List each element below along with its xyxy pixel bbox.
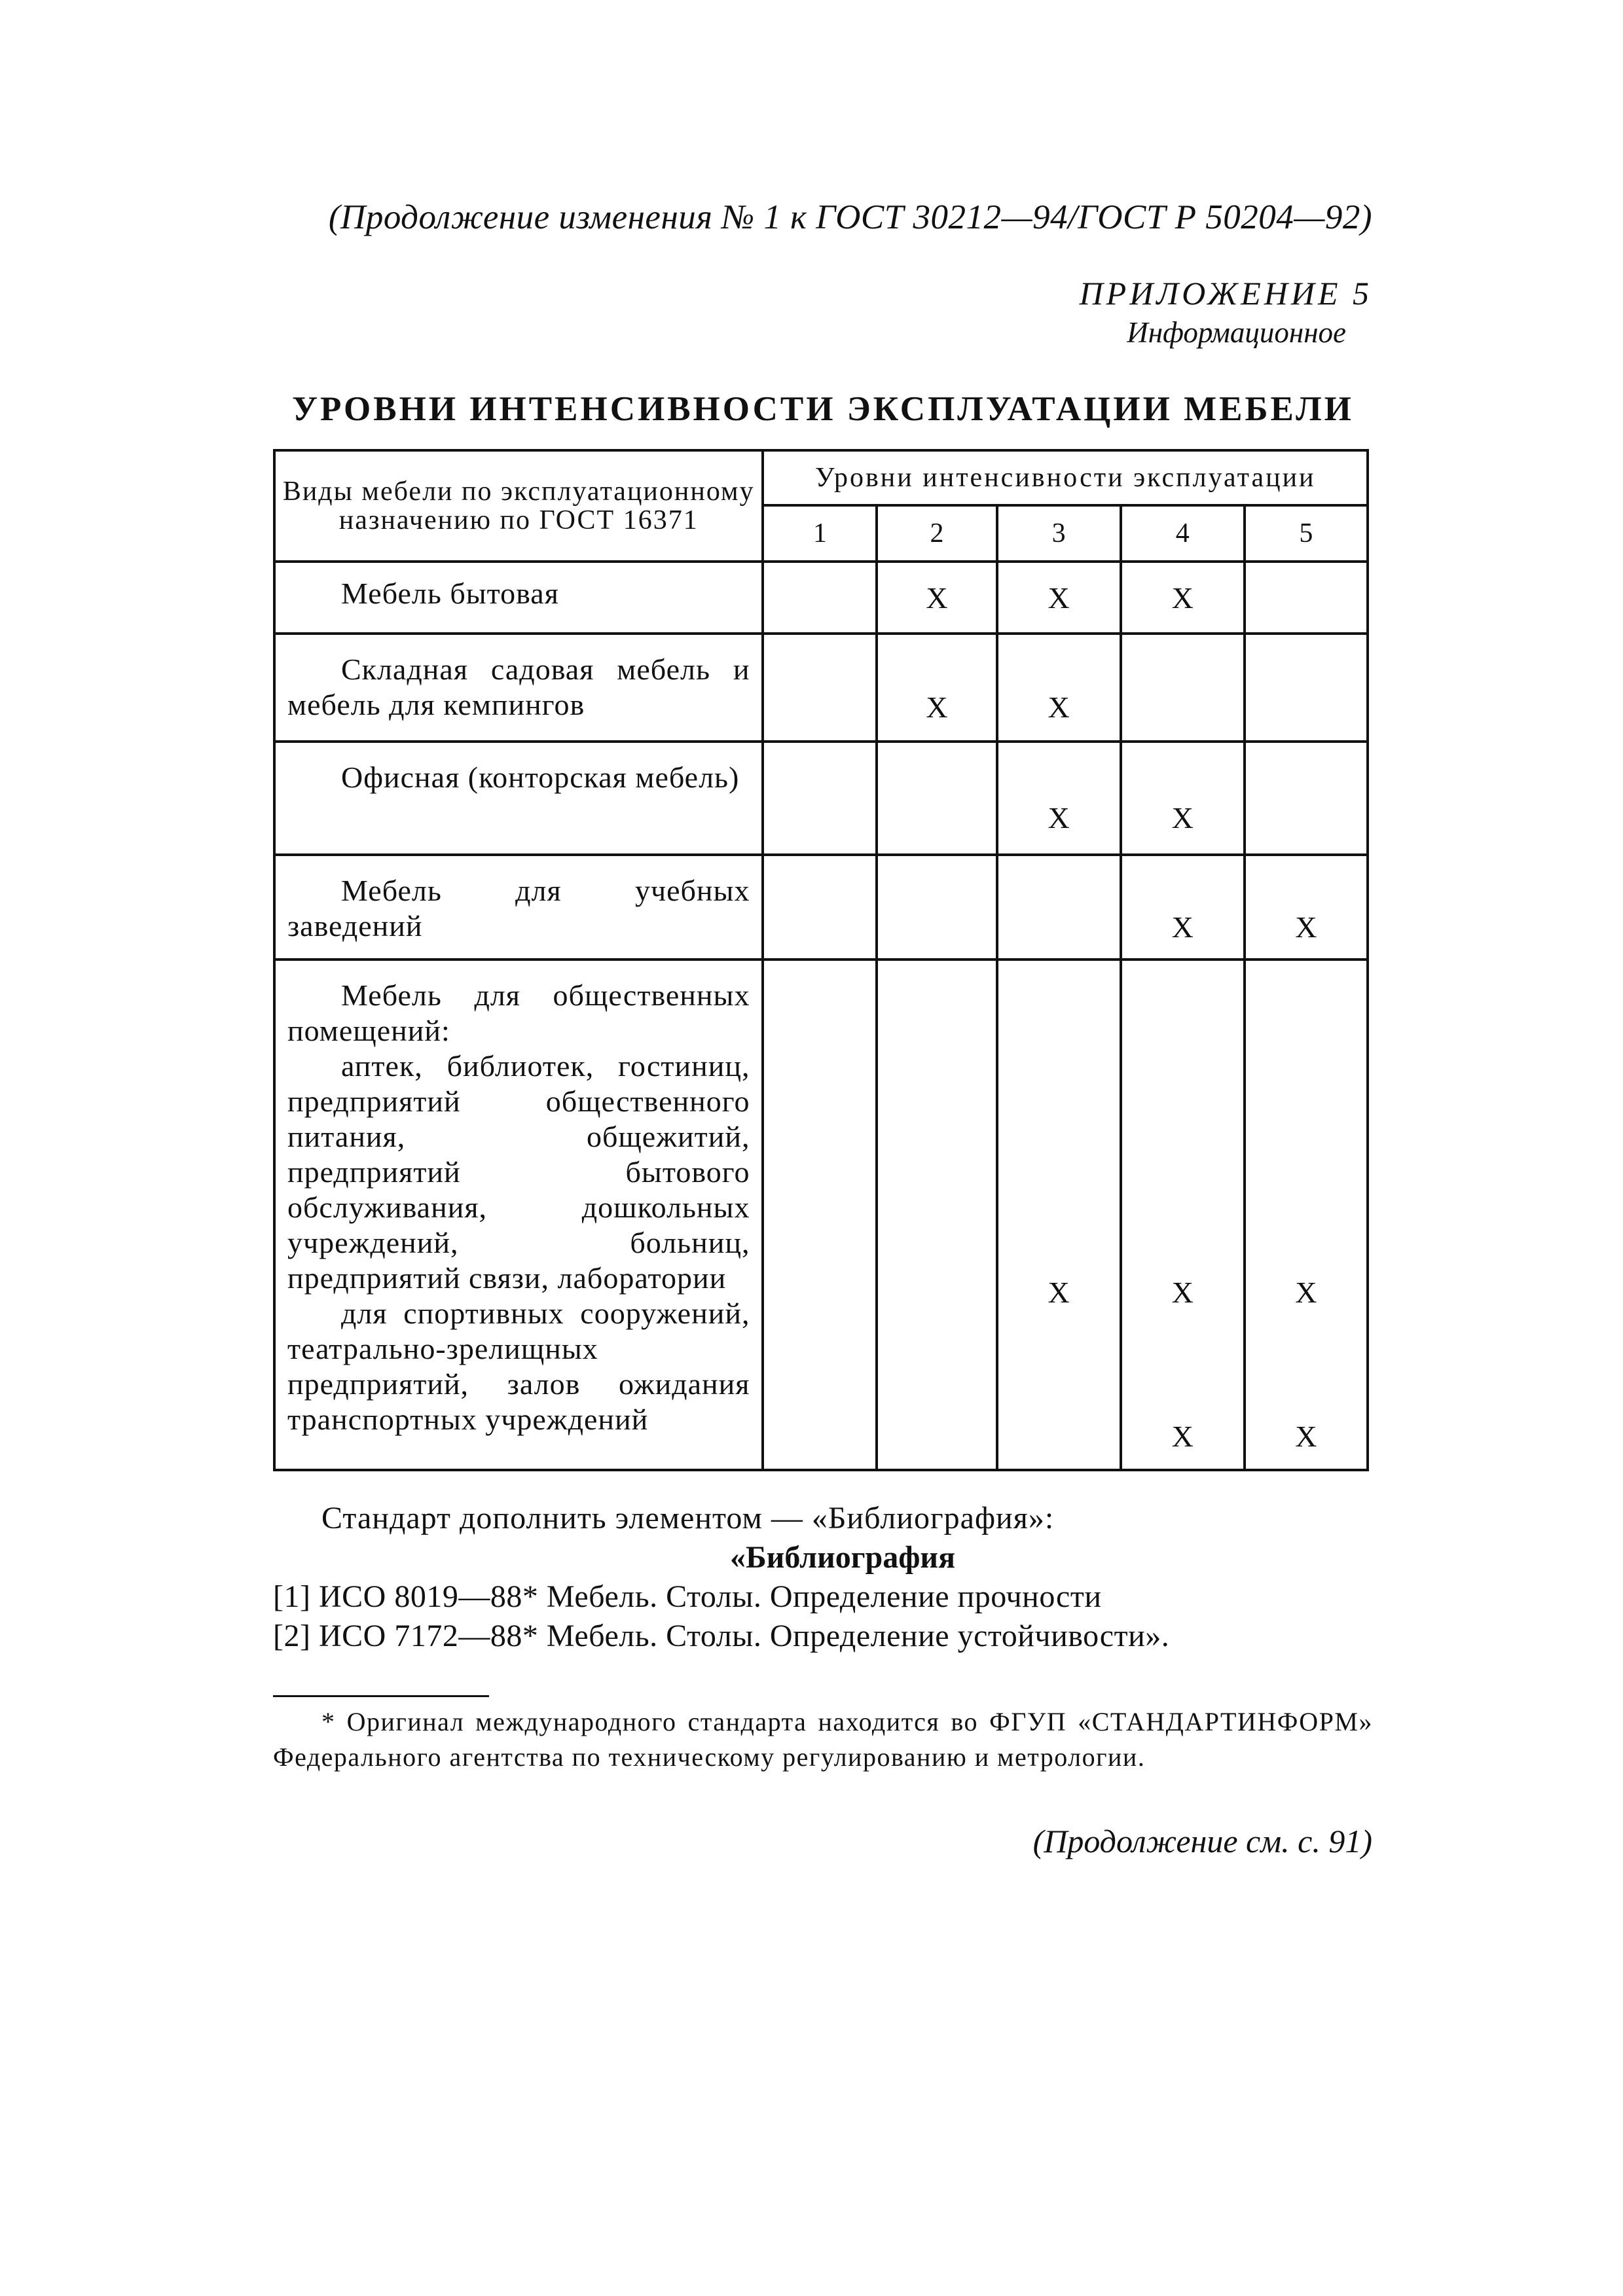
- row-kind: Мебель бытовая: [274, 562, 763, 634]
- table-row: [274, 562, 1368, 634]
- levels-table: [273, 449, 1369, 1471]
- row-mark: [877, 960, 996, 1470]
- column-header-kinds: Виды мебели по эксплуатационному назначению по ГОСТ 16371: [274, 450, 763, 562]
- column-header-levels: Уровни интенсивности эксплуатации: [763, 450, 1368, 505]
- row-mark: [1245, 634, 1368, 742]
- row-mark: X: [1121, 562, 1245, 634]
- table-row: [274, 855, 1368, 960]
- row-mark: [877, 742, 996, 855]
- bibliography-ref-2: [2] ИСО 7172—88* Мебель. Столы. Определение устойчивости».: [273, 1619, 1170, 1653]
- addition-line: Стандарт дополнить элементом — «Библиография»:: [321, 1501, 1055, 1535]
- continuation-footer: (Продолжение см. с. 91): [1032, 1823, 1372, 1859]
- row-mark: [1121, 634, 1245, 742]
- table-row-public: [274, 960, 1368, 1470]
- row-mark: X: [997, 960, 1121, 1470]
- row-mark: X X: [1121, 960, 1245, 1470]
- level-number-3: 3: [997, 505, 1121, 562]
- level-number-2: 2: [877, 505, 996, 562]
- row-mark: X X: [1245, 960, 1368, 1470]
- appendix-title: ПРИЛОЖЕНИЕ 5: [1079, 275, 1372, 312]
- row-mark: X: [1245, 855, 1368, 960]
- public-intro: Мебель для общественных помещений:: [287, 978, 750, 1047]
- row-kind: Складная садовая мебель и мебель для кемпингов: [274, 634, 763, 742]
- row-mark: [763, 855, 877, 960]
- row-mark: [763, 960, 877, 1470]
- row-mark: X: [997, 742, 1121, 855]
- footnote-rule: [273, 1695, 489, 1697]
- row-mark: [763, 562, 877, 634]
- row-kind-public: [274, 960, 763, 1470]
- row-mark: X: [1121, 742, 1245, 855]
- row-mark: [763, 634, 877, 742]
- row-mark: X: [877, 562, 996, 634]
- footnote: [273, 1704, 1373, 1775]
- row-mark: [877, 855, 996, 960]
- row-mark: [763, 742, 877, 855]
- level-number-4: 4: [1121, 505, 1245, 562]
- row-mark: [997, 855, 1121, 960]
- bibliography-ref-1: [1] ИСО 8019—88* Мебель. Столы. Определение прочности: [273, 1579, 1102, 1614]
- table-row: [274, 634, 1368, 742]
- level-number-5: 5: [1245, 505, 1368, 562]
- public-sub1: аптек, библиотек, гостиниц, предприятий общественного питания, общежитий, предприятий бытового обслуживания, дошкольных учреждений, больниц, предприятий связи, лаборатории: [287, 1049, 750, 1295]
- table-row: [274, 742, 1368, 855]
- row-mark: X: [997, 634, 1121, 742]
- row-mark: X: [1121, 855, 1245, 960]
- row-mark: [1245, 742, 1368, 855]
- public-sub2: для спортивных сооружений, театрально-зрелищных предприятий, залов ожидания транспортных учреждений: [287, 1297, 750, 1436]
- addition-block: [273, 1499, 1373, 1656]
- appendix-subtitle: Информационное: [1127, 316, 1346, 349]
- appendix-block: [1080, 274, 1372, 352]
- row-mark: X: [997, 562, 1121, 634]
- row-kind: Офисная (конторская мебель): [274, 742, 763, 855]
- table-title: УРОВНИ ИНТЕНСИВНОСТИ ЭКСПЛУАТАЦИИ МЕБЕЛИ: [292, 390, 1354, 428]
- row-mark: X: [877, 634, 996, 742]
- level-number-1: 1: [763, 505, 877, 562]
- footnote-text: * Оригинал международного стандарта находится во ФГУП «СТАНДАРТИНФОРМ» Федерального агентства по техническому регулированию и метрологии.: [273, 1707, 1373, 1772]
- row-mark: [1245, 562, 1368, 634]
- row-kind: Мебель для учебных заведений: [274, 855, 763, 960]
- continuation-header: (Продолжение изменения № 1 к ГОСТ 30212—94/ГОСТ Р 50204—92): [328, 198, 1372, 236]
- bibliography-heading: «Библиография: [729, 1540, 956, 1575]
